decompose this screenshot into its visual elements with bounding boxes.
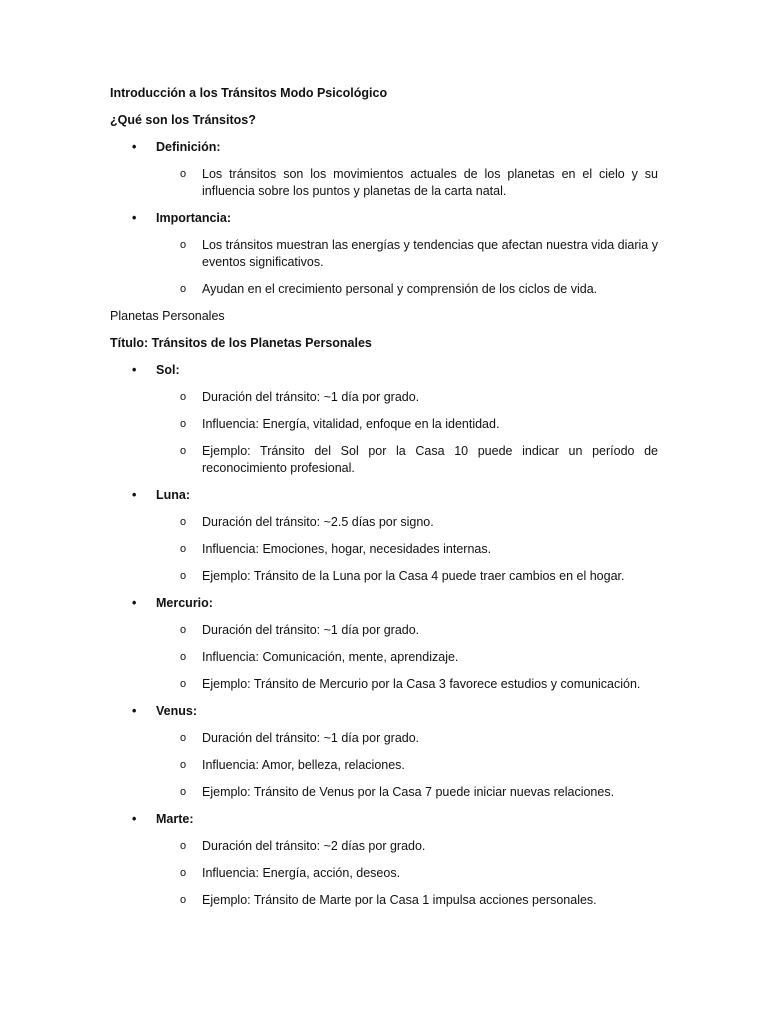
- hollow-bullet-icon: o: [180, 516, 187, 528]
- list-item: [110, 514, 658, 531]
- intro-item-importancia: [110, 210, 658, 227]
- hollow-bullet-icon: o: [180, 168, 187, 180]
- list-item-text: Ejemplo: Tránsito del Sol por la Casa 10 puede indicar un período de reconocimiento profesional.: [202, 444, 658, 475]
- planet-item-luna: [110, 487, 658, 504]
- list-item-text: Influencia: Emociones, hogar, necesidades internas.: [202, 542, 492, 556]
- list-item-text: Duración del tránsito: ~1 día por grado.: [202, 623, 420, 637]
- question-heading: ¿Qué son los Tránsitos?: [110, 113, 256, 127]
- planet-label: Sol:: [156, 363, 180, 377]
- list-item-text: Duración del tránsito: ~1 día por grado.: [202, 731, 420, 745]
- hollow-bullet-icon: o: [180, 543, 187, 555]
- hollow-bullet-icon: o: [180, 570, 187, 582]
- list-item: [110, 757, 658, 774]
- document-content: [110, 85, 658, 919]
- planet-label: Marte:: [156, 812, 194, 826]
- planet-item-venus: [110, 703, 658, 720]
- planet-label: Luna:: [156, 488, 191, 502]
- intro-item-definicion: [110, 139, 658, 156]
- list-item-text: Duración del tránsito: ~1 día por grado.: [202, 390, 420, 404]
- hollow-bullet-icon: o: [180, 391, 187, 403]
- bullet-icon: •: [132, 140, 137, 154]
- bullet-icon: •: [132, 812, 137, 826]
- hollow-bullet-icon: o: [180, 678, 187, 690]
- list-item: [110, 166, 658, 200]
- planet-label: Venus:: [156, 704, 197, 718]
- list-item: [110, 676, 658, 693]
- list-item-text: Ejemplo: Tránsito de la Luna por la Casa 4 puede traer cambios en el hogar.: [202, 569, 625, 583]
- list-item-text: Ejemplo: Tránsito de Marte por la Casa 1 impulsa acciones personales.: [202, 893, 597, 907]
- list-item: [110, 389, 658, 406]
- list-item-text: Influencia: Amor, belleza, relaciones.: [202, 758, 405, 772]
- bullet-icon: •: [132, 363, 137, 377]
- hollow-bullet-icon: o: [180, 894, 187, 906]
- planet-item-marte: [110, 811, 658, 828]
- list-item: [110, 865, 658, 882]
- list-item: [110, 649, 658, 666]
- list-item-text: Duración del tránsito: ~2.5 días por signo.: [202, 515, 434, 529]
- hollow-bullet-icon: o: [180, 651, 187, 663]
- list-item-text: Influencia: Energía, vitalidad, enfoque en la identidad.: [202, 417, 500, 431]
- hollow-bullet-icon: o: [180, 759, 187, 771]
- planets-list: [110, 362, 658, 909]
- list-item: [110, 416, 658, 433]
- bullet-icon: •: [132, 488, 137, 502]
- planet-item-sol: [110, 362, 658, 379]
- section-title: Título: Tránsitos de los Planetas Personales: [110, 336, 372, 350]
- list-item-text: Ejemplo: Tránsito de Venus por la Casa 7 puede iniciar nuevas relaciones.: [202, 785, 615, 799]
- list-item-text: Ejemplo: Tránsito de Mercurio por la Casa 3 favorece estudios y comunicación.: [202, 677, 641, 691]
- hollow-bullet-icon: o: [180, 840, 187, 852]
- list-item: [110, 237, 658, 271]
- list-item: [110, 838, 658, 855]
- list-item-text: Influencia: Energía, acción, deseos.: [202, 866, 401, 880]
- planet-label: Mercurio:: [156, 596, 213, 610]
- hollow-bullet-icon: o: [180, 239, 187, 251]
- bullet-icon: •: [132, 704, 137, 718]
- list-item: [110, 892, 658, 909]
- list-item: [110, 541, 658, 558]
- intro-item-label: Importancia:: [156, 211, 232, 225]
- hollow-bullet-icon: o: [180, 732, 187, 744]
- list-item-text: Duración del tránsito: ~2 días por grado.: [202, 839, 426, 853]
- document-title: Introducción a los Tránsitos Modo Psicológico: [110, 86, 388, 100]
- intro-item-label: Definición:: [156, 140, 221, 154]
- hollow-bullet-icon: o: [180, 867, 187, 879]
- list-item: [110, 622, 658, 639]
- hollow-bullet-icon: o: [180, 283, 187, 295]
- section-heading: Planetas Personales: [110, 309, 225, 323]
- list-item-text: Ayudan en el crecimiento personal y comprensión de los ciclos de vida.: [202, 282, 598, 296]
- planet-item-mercurio: [110, 595, 658, 612]
- list-item: [110, 784, 658, 801]
- bullet-icon: •: [132, 211, 137, 225]
- list-item-text: Los tránsitos son los movimientos actuales de los planetas en el cielo y su influencia sobre los puntos y planetas de la carta natal.: [202, 167, 658, 198]
- bullet-icon: •: [132, 596, 137, 610]
- list-item: [110, 568, 658, 585]
- hollow-bullet-icon: o: [180, 786, 187, 798]
- list-item-text: Influencia: Comunicación, mente, aprendizaje.: [202, 650, 459, 664]
- hollow-bullet-icon: o: [180, 418, 187, 430]
- list-item: [110, 730, 658, 747]
- list-item: [110, 281, 658, 298]
- hollow-bullet-icon: o: [180, 624, 187, 636]
- list-item-text: Los tránsitos muestran las energías y tendencias que afectan nuestra vida diaria y eventos significativos.: [202, 238, 658, 269]
- list-item: [110, 443, 658, 477]
- hollow-bullet-icon: o: [180, 445, 187, 457]
- intro-list: [110, 139, 658, 298]
